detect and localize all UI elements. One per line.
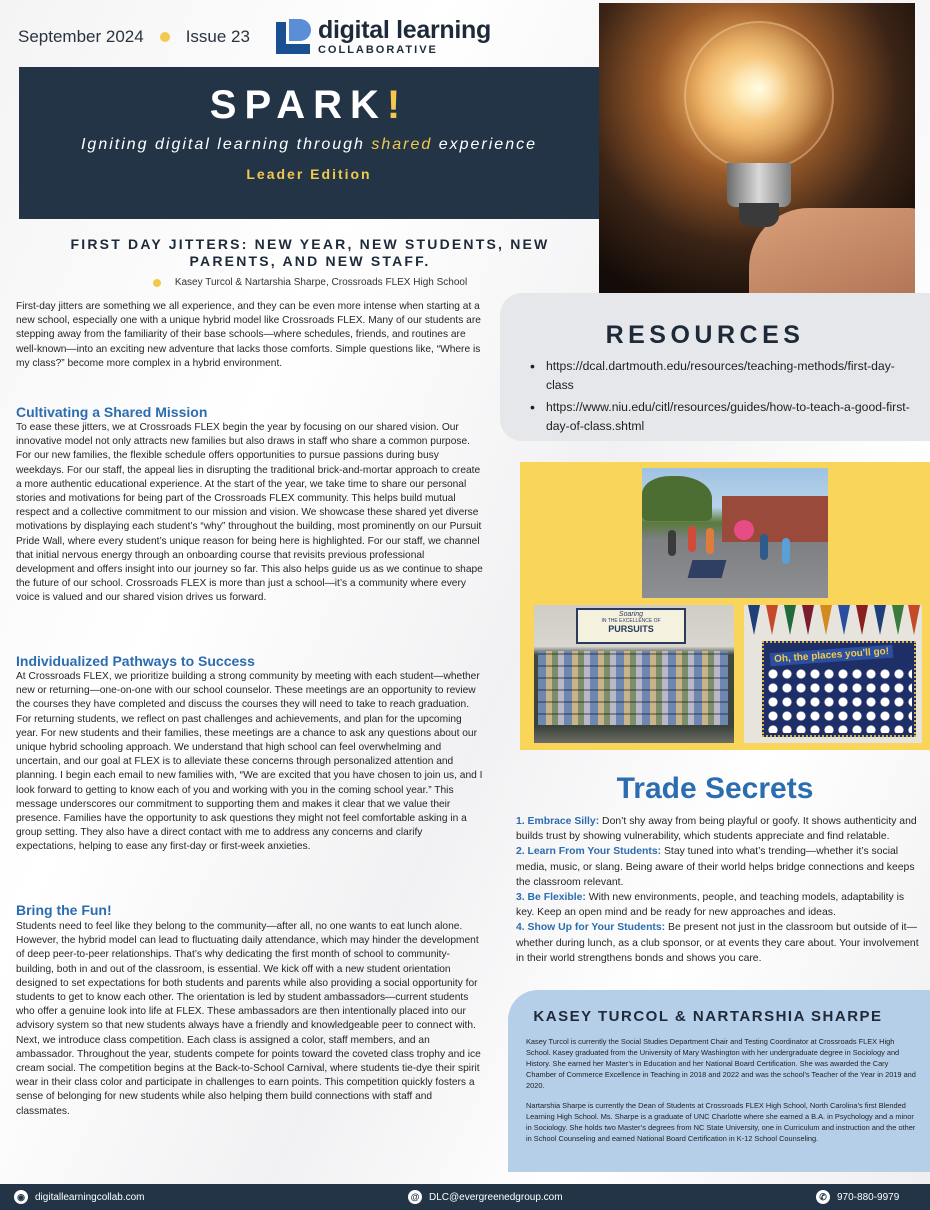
author-bio-card	[508, 990, 930, 1172]
byline-dot-icon	[153, 279, 161, 287]
tagline: Igniting digital learning through shared experience	[80, 136, 537, 153]
resource-link[interactable]: • https://dcal.dartmouth.edu/resources/teaching-methods/first-day-class	[528, 357, 918, 395]
trade-secrets-list	[516, 814, 920, 966]
section-heading-pathways: Individualized Pathways to Success	[16, 653, 255, 669]
footer-bar	[0, 1184, 930, 1210]
pursuit-pride-wall-photo	[534, 605, 734, 743]
section-heading-mission: Cultivating a Shared Mission	[16, 404, 208, 420]
photo-collage	[520, 462, 930, 750]
logo-line-1: digital learning	[317, 16, 491, 44]
globe-icon: ◉	[14, 1190, 28, 1204]
separator-dot-icon	[160, 32, 170, 42]
board-slogan: Oh, the places you'll go!	[770, 645, 894, 667]
resources-list	[528, 357, 918, 439]
section-text-pathways: At Crossroads FLEX, we prioritize building a strong community by meeting with each student—whether new or returning—one-on-one with our school counselor. These meetings are an opportunity to review the courses they have completed and discuss the courses they will need to take to reach graduation. For returning students, we reflect on past challenges and achievements, and plan for the upcoming year. For new students and their families, these meetings are a chance to ask any questions about our unique hybrid schooling approach. We understand that high school can feel overwhelming and uncertain, and our goal at FLEX is to alleviate these concerns through personalized attention and planning. I begin each email to new families with, “We are excited that you have chosen to join us, and I look forward to getting to know each of you and working with you in the coming school year.” This message underscores our commitment to supporting them and makes it clear that we value their presence. Families have the opportunity to ask questions they might not feel comfortable asking in a group setting. They also have a direct contact with me to address any concerns and clarify expectations, helping to ease any first-day or first-week anxieties.	[16, 671, 483, 853]
footer-website[interactable]	[14, 1184, 145, 1210]
byline	[20, 277, 600, 288]
footer-email-text: DLC@evergreenedgroup.com	[429, 1191, 563, 1203]
dlc-logo[interactable]	[276, 18, 491, 56]
masthead	[18, 12, 593, 62]
logo-line-2: COLLABORATIVE	[317, 44, 438, 56]
resources-card	[500, 293, 930, 441]
pursuits-banner: Soaring IN THE EXCELLENCE OF PURSUITS	[576, 608, 686, 644]
trade-secret-item: 4. Show Up for Your Students: Be present not just in the classroom but outside of it—whether during lunch, as a club sponsor, or at events they care about. Your involvement in their world strengthens bonds and shows you care.	[516, 922, 919, 964]
author-bio-nartarshia: Nartarshia Sharpe is currently the Dean of Students at Crossroads FLEX High School, North Carolina’s first Blended Learning High School. Ms. Sharpe is a graduate of UNC Charlotte where she earned a B.A. in Psychology and a minor in Sociology. She holds two Master’s degrees from NC State University, one in Curriculum and instruction and the other in School Counseling and earned National Board Certification in K-12 School Counseling.	[526, 1101, 916, 1143]
article-intro: First-day jitters are something we all experience, and they can be even more intense when starting at a new school, especially one with a unique hybrid model like Crossroads FLEX. Many of our students are stepping away from the familiarity of their base schools—where schedules, friends, and routines are well-known—into an exciting new adventure that lacks those comforts. Simple questions like, “Where is my class?” become more complex in a hybrid environment.	[16, 301, 481, 369]
dlc-logo-icon	[276, 19, 312, 55]
trade-secrets-title: Trade Secrets	[616, 772, 814, 805]
hero-banner	[19, 67, 599, 219]
email-icon: @	[408, 1190, 422, 1204]
author-bio-title: KASEY TURCOL & NARTARSHIA SHARPE	[533, 1008, 883, 1025]
lightbulb-photo	[599, 3, 915, 313]
footer-phone[interactable]	[816, 1184, 899, 1210]
footer-email[interactable]	[408, 1184, 563, 1210]
author-bio-kasey: Kasey Turcol is currently the Social Studies Department Chair and Testing Coordinator at Crossroads FLEX High School. Kasey graduated from the University of Mary Washington with her undergraduate degree in Sociology and History. She earned her Master’s in Education and her National Board Certification. She was awarded the Cary Chamber of Commerce Excellence in Teaching in 2018 and 2022 and was the school’s Teacher of the Year in 2019 and 2020.	[526, 1037, 916, 1090]
footer-phone-text: 970-880-9979	[837, 1191, 900, 1203]
resource-link[interactable]: • https://www.niu.edu/citl/resources/guides/how-to-teach-a-good-first-day-of-class.shtml	[528, 398, 918, 436]
resources-title: RESOURCES	[605, 321, 805, 349]
byline-text: Kasey Turcol & Nartarshia Sharpe, Crossroads FLEX High School	[174, 277, 468, 288]
section-text-fun: Students need to feel like they belong to the community—after all, no one wants to eat lunch alone. However, the hybrid model can lead to fluctuating daily attendance, which may hinder the development of deep peer-to-peer relationships. That’s why dedicating the first month of school to community-building, both in and out of the classroom, is essential. We kick off with a new student orientation designed to set expectations for both students and parents while also providing a social opportunity for students to get to know each other. The orientation is led by student ambassadors—current students who offer a genuine look into life at FLEX. These ambassadors are then intentionally placed into our advisory system so that new students always have a friendly and knowledgeable peer to connect with. Next, we introduce class competition. Each class is assigned a color, staff members, and an ambassador. Throughout the year, students compete for points toward the coveted class trophy and ice cream social. The competition begins at the Back-to-School Carnival, where students tie-dye their spirit wear in their class color and participate in challenges to earn points. This competition quickly fosters a sense of belonging for new students while also helping them build connections with staff and classmates.	[16, 921, 481, 1117]
trade-secret-item: 2. Learn From Your Students: Stay tuned into what’s trending—whether it’s social media, music, or slang. Being aware of their world helps bridge connections and keeps the classroom relevant.	[516, 846, 915, 888]
places-youll-go-photo	[744, 605, 922, 743]
section-text-mission: To ease these jitters, we at Crossroads FLEX begin the year by focusing on our shared vision. Our innovative model not only attracts new families but also draws in staff who share a common purpose. For our new families, the flexible schedule offers opportunities to pursue passions during busy weekdays. For our staff, the appeal lies in disrupting the traditional brick-and-mortar approach to create a more authentic educational experience. At the start of the year, we take time to share our personal stories and motivations for being part of the Crossroads FLEX community. This helps build mutual respect and a collective commitment to our mission and vision. We showcase these shared yet diverse motivations by displaying each student’s “why” throughout the building, most prominently on our Pursuit Pride Wall, where every student’s unique reason for being here is highlighted. For our staff, we channel that initial nervous energy through an onboarding course that revisits previous professional development and offers insight into our journey so far. This also helps guide us as we continue to shape the future of our school. Crossroads FLEX is more than just a school—it’s a community where every voice is valued and our shared vision drives us forward.	[16, 422, 483, 604]
author-bio-text	[526, 1036, 920, 1144]
trade-secret-item: 1. Embrace Silly: Don’t shy away from being playful or goofy. It shows authenticity and builds trust by showing vulnerability, which students appreciate and find relatable.	[516, 816, 917, 843]
phone-icon: ✆	[816, 1190, 830, 1204]
carnival-photo	[642, 468, 828, 598]
footer-website-text: digitallearningcollab.com	[35, 1191, 145, 1203]
section-heading-fun: Bring the Fun!	[16, 902, 112, 918]
issue-number: Issue 23	[185, 27, 250, 46]
article-title: FIRST DAY JITTERS: NEW YEAR, NEW STUDENTS, NEW PARENTS, AND NEW STAFF.	[70, 236, 550, 269]
newsletter-title: SPARK!	[209, 83, 409, 127]
trade-secret-item: 3. Be Flexible: With new environments, people, and teaching models, adaptability is key. Keep an open mind and be ready for new approaches and ideas.	[516, 892, 905, 919]
issue-date: September 2024	[18, 27, 144, 46]
edition-label: Leader Edition	[246, 166, 372, 182]
